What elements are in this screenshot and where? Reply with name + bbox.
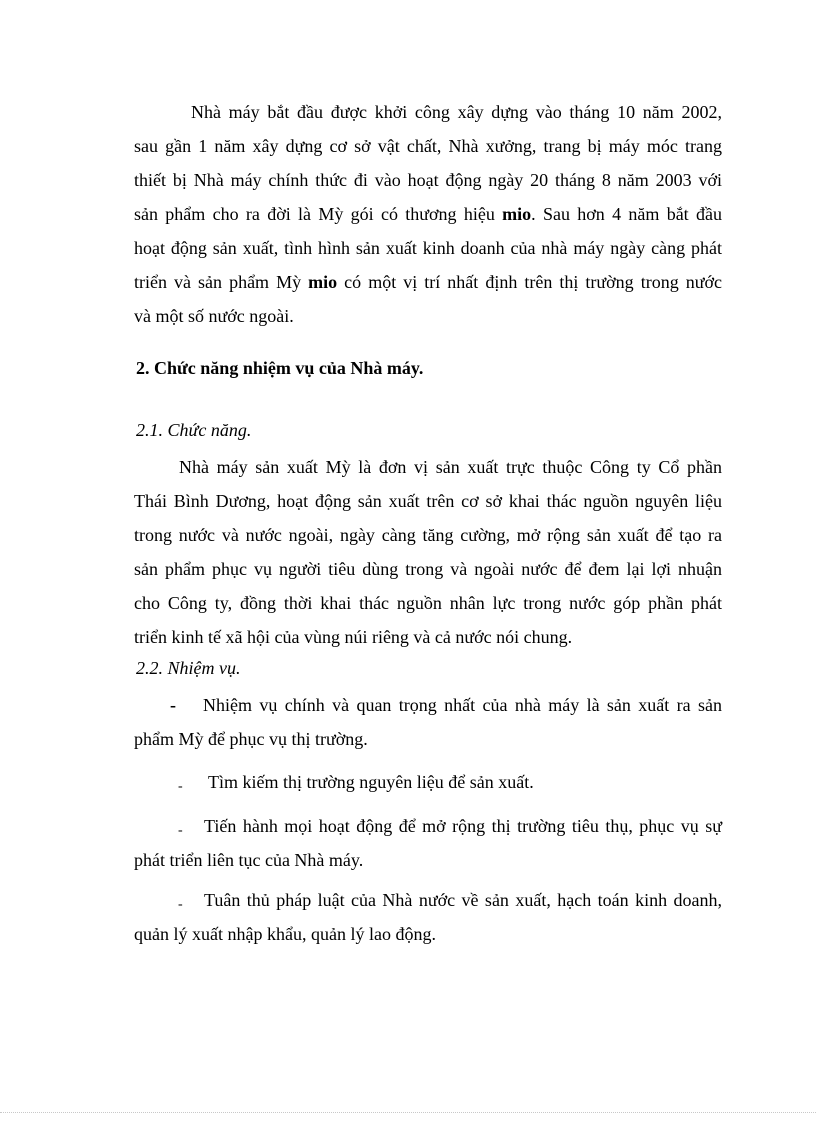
bullet-marker: - [178,779,183,794]
text-line: Tuân thủ pháp luật của Nhà nước về sản xuất, hạch toán kinh doanh, [204,890,722,910]
text-line [134,197,722,231]
list-item [134,688,722,756]
function-paragraph [134,450,722,654]
list-item [134,883,722,951]
text-line: trong nước và nước ngoài, ngày càng tăng cường, mở rộng sản xuất để tạo ra [134,525,722,545]
text-line: Thái Bình Dương, hoạt động sản xuất trên cơ sở khai thác nguồn nguyên liệu [134,491,722,511]
brand-name: mio [308,272,338,292]
text-run: sản phẩm cho ra đời là Mỳ gói có thương hiệu [134,204,503,224]
text-line: quản lý xuất nhập khẩu, quản lý lao động. [134,924,436,944]
text-line: Nhà máy bắt đầu được khởi công xây dựng vào tháng 10 năm 2002, [191,102,722,122]
list-item [134,765,722,799]
text-line: và một số nước ngoài. [134,306,294,326]
text-line: Nhiệm vụ chính và quan trọng nhất của nhà máy là sản xuất ra sản [203,695,722,715]
text-line: phẩm Mỳ để phục vụ thị trường. [134,729,368,749]
page-edge-divider [0,1112,816,1113]
text-line: cho Công ty, đồng thời khai thác nguồn nhân lực trong nước góp phần phát [134,593,722,613]
section-heading: 2. Chức năng nhiệm vụ của Nhà máy. [136,358,424,378]
bullet-marker: - [178,897,183,912]
text-line: Nhà máy sản xuất Mỳ là đơn vị sản xuất trực thuộc Công ty Cổ phần [179,457,722,477]
intro-paragraph [134,95,722,333]
text-line: phát triển liên tục của Nhà máy. [134,850,364,870]
brand-name: mio [502,204,532,224]
subsection-heading: 2.2. Nhiệm vụ. [136,658,241,678]
text-line: hoạt động sản xuất, tình hình sản xuất kinh doanh của nhà máy ngày càng phát [134,238,722,258]
text-line: sau gần 1 năm xây dựng cơ sở vật chất, Nhà xưởng, trang bị máy móc trang [134,136,722,156]
text-run: . Sau hơn 4 năm bắt đầu [531,204,722,224]
text-line [134,265,722,299]
bullet-marker: - [170,695,176,715]
bullet-marker: - [178,823,183,838]
text-run: triển và sản phẩm Mỳ [134,272,309,292]
text-line: sản phẩm phục vụ người tiêu dùng trong và ngoài nước để đem lại lợi nhuận [134,559,722,579]
text-line: Tìm kiếm thị trường nguyên liệu để sản xuất. [208,772,534,792]
text-line: Tiến hành mọi hoạt động để mở rộng thị trường tiêu thụ, phục vụ sự [204,816,722,836]
list-item [134,809,722,877]
subsection-heading: 2.1. Chức năng. [136,420,252,440]
text-run: có một vị trí nhất định trên thị trường trong nước [337,272,722,292]
text-line: triển kinh tế xã hội của vùng núi riêng và cả nước nói chung. [134,627,573,647]
text-line: thiết bị Nhà máy chính thức đi vào hoạt động ngày 20 tháng 8 năm 2003 với [134,170,722,190]
